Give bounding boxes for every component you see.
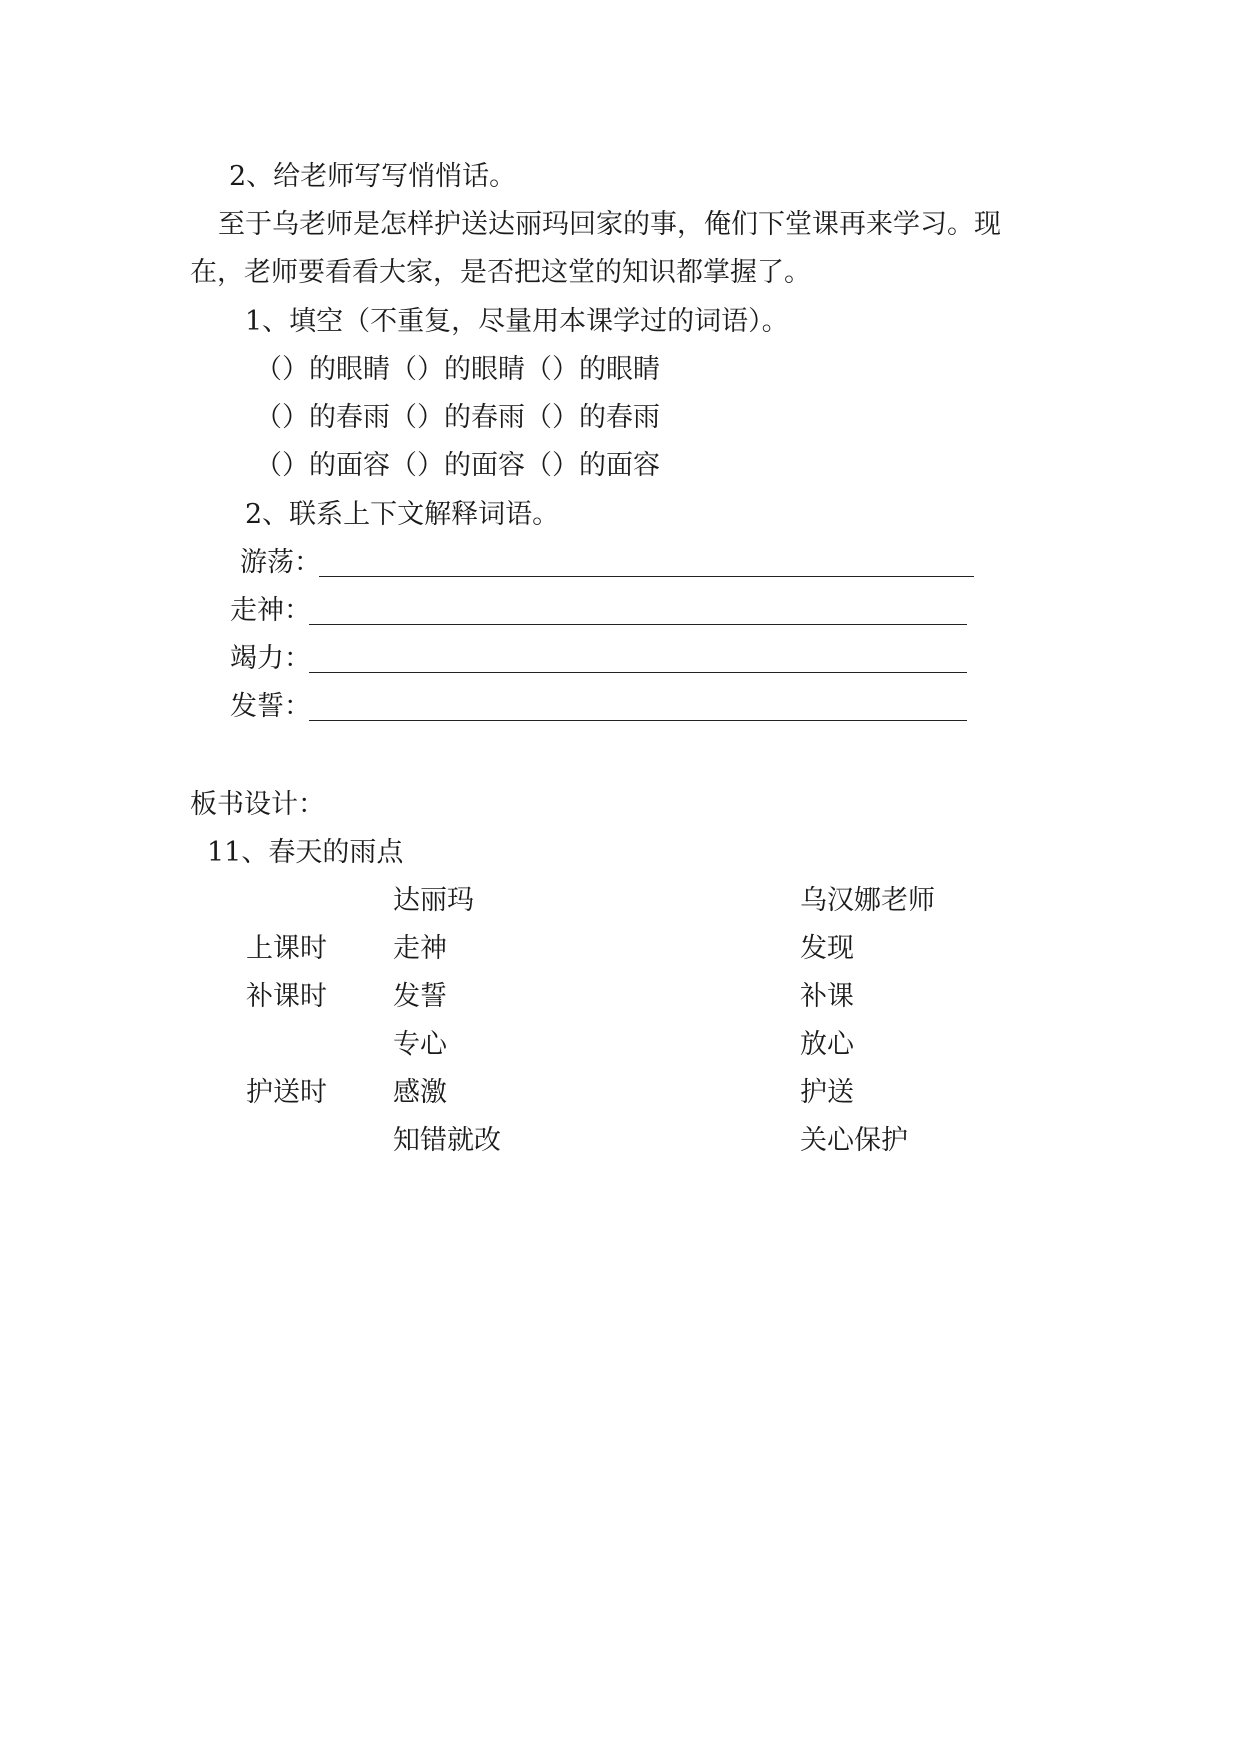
board-heading: 板书设计： — [190, 789, 325, 820]
vocab-label-jieli: 竭力： — [230, 643, 311, 674]
board-row-student: 发誓 — [393, 981, 447, 1012]
answer-line-zoushen[interactable] — [309, 624, 967, 625]
board-row-student: 专心 — [393, 1029, 447, 1060]
board-row-student: 知错就改 — [393, 1125, 501, 1156]
explain-words-title: 2、联系上下文解释词语。 — [245, 499, 560, 530]
fill-blank-row-eyes: （）的眼睛（）的眼睛（）的眼睛 — [255, 354, 660, 385]
board-row-label: 上课时 — [246, 933, 327, 964]
board-row-teacher: 放心 — [800, 1029, 854, 1060]
paragraph-line-1: 至于乌老师是怎样护送达丽玛回家的事，俺们下堂课再来学习。现 — [218, 209, 1001, 240]
board-row-label: 补课时 — [246, 981, 327, 1012]
board-row-teacher: 护送 — [800, 1077, 854, 1108]
vocab-label-youdang: 游荡： — [240, 547, 321, 578]
board-row-label: 护送时 — [246, 1077, 327, 1108]
vocab-label-fashi: 发誓： — [230, 691, 311, 722]
paragraph-line-2: 在，老师要看看大家，是否把这堂的知识都掌握了。 — [190, 257, 811, 288]
vocab-label-zoushen: 走神： — [230, 595, 311, 626]
board-row-teacher: 补课 — [800, 981, 854, 1012]
answer-line-fashi[interactable] — [309, 720, 967, 721]
board-row-teacher: 发现 — [800, 933, 854, 964]
board-row-teacher: 关心保护 — [800, 1125, 908, 1156]
board-row-student: 走神 — [393, 933, 447, 964]
fill-blank-row-face: （）的面容（）的面容（）的面容 — [255, 450, 660, 481]
board-mid-header: 达丽玛 — [393, 885, 474, 916]
board-right-header: 乌汉娜老师 — [800, 885, 935, 916]
board-row-student: 感激 — [393, 1077, 447, 1108]
answer-line-youdang[interactable] — [319, 576, 974, 577]
answer-line-jieli[interactable] — [309, 672, 967, 673]
task-two-line: 2、给老师写写悄悄话。 — [229, 161, 517, 192]
fill-blank-row-rain: （）的春雨（）的春雨（）的春雨 — [255, 402, 660, 433]
fill-blank-title: 1、填空（不重复，尽量用本课学过的词语）。 — [245, 306, 789, 337]
lesson-title: 11、春天的雨点 — [207, 837, 404, 868]
